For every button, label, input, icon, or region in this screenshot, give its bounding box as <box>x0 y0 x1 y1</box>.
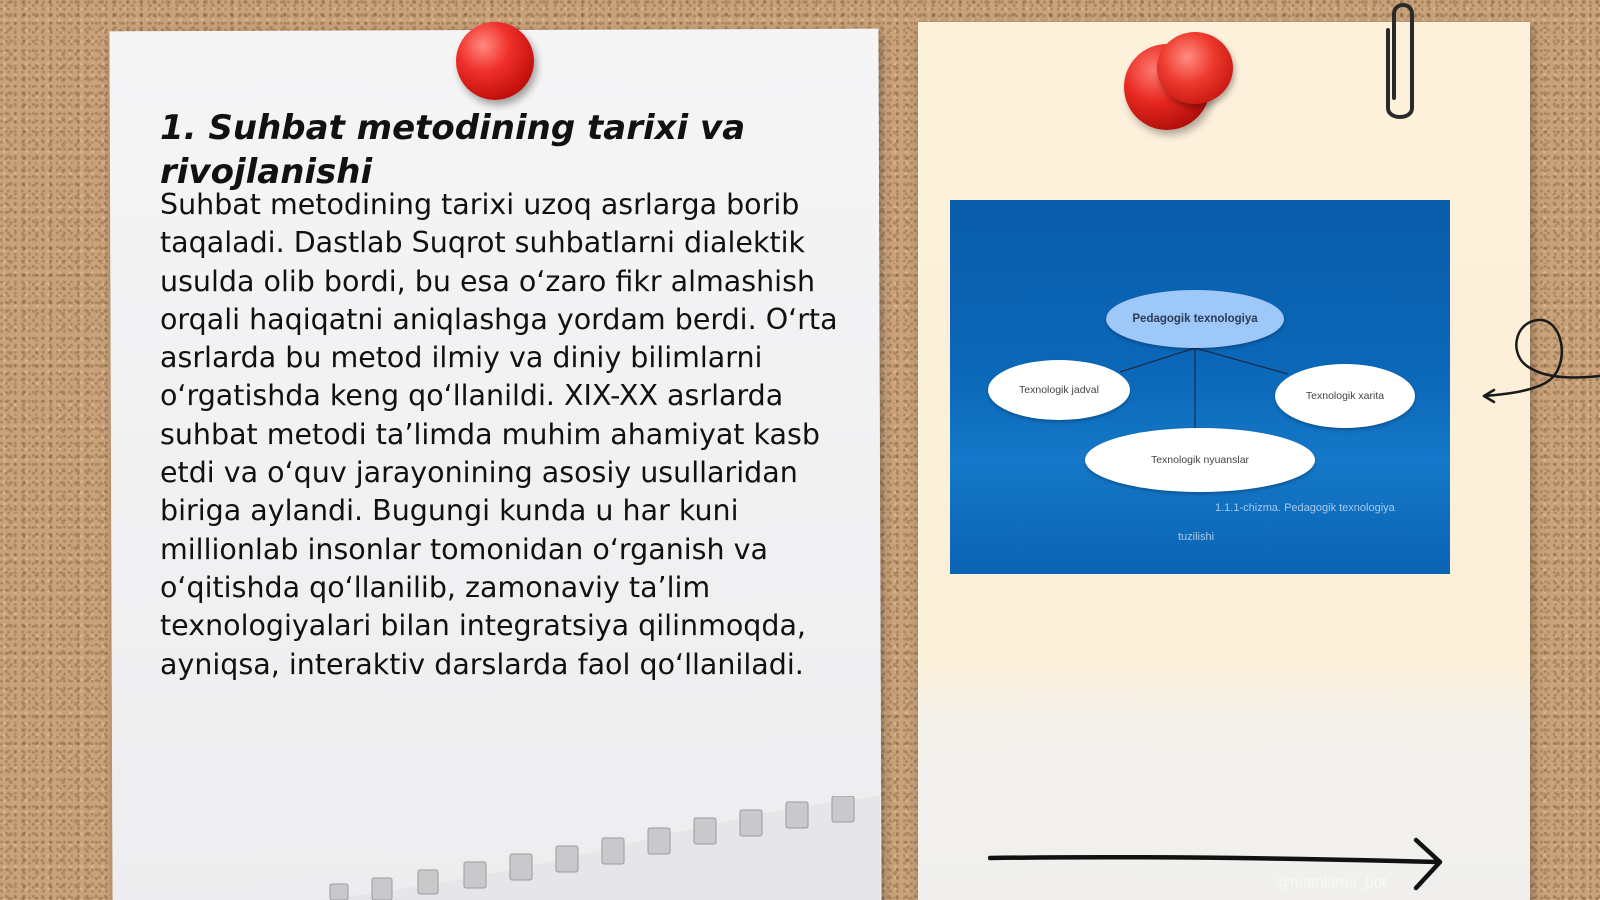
paperclip-icon <box>1378 0 1422 126</box>
diagram-caption-line2: tuzilishi <box>1178 531 1215 543</box>
slide-heading: 1. Suhbat metodining tarixi va rivojlanishi <box>160 108 746 192</box>
push-pin-icon <box>456 22 534 100</box>
diagram-caption-line1: 1.1.1-chizma. Pedagogik texnologiya <box>1215 502 1395 514</box>
push-pin-icon <box>1157 32 1233 104</box>
watermark-text: @matnlarga_bot <box>1275 874 1387 891</box>
diagram-node-center: Pedagogik texnologiya <box>1106 290 1284 348</box>
slide-paragraph: Suhbat metodining tarixi uzoq asrlarga borib taqaladi. Dastlab Suqrot suhbatlarni dialektik usulda olib bordi, bu esa oʻzaro fikr almashish orqali haqiqatni aniqlashga yordam berdi. Oʻrta asrlarda bu metod ilmiy va diniy bilimlarni oʻrgatishda keng qoʻllanildi. XIX-XX asrlarda suhbat metodi ta’limda muhim ahamiyat kasb etdi va oʻquv jarayonining asosiy usullaridan biriga aylandi. Bugungi kunda u har kuni millionlab insonlar tomonidan oʻrganish va oʻqitishda qoʻllanilib, zamonaviy ta’lim texnologiyalari bilan integratsiya qilinmoqda, ayniqsa, interaktiv darslarda faol qoʻllaniladi. <box>160 188 838 681</box>
diagram-node-left: Texnologik jadval <box>988 360 1130 420</box>
loop-doodle-decoration <box>1480 312 1600 408</box>
paper-curl-decoration <box>320 796 880 900</box>
diagram-node-bottom: Texnologik nyuanslar <box>1085 428 1315 492</box>
diagram-node-right: Texnologik xarita <box>1275 364 1415 428</box>
pedagogical-technology-diagram <box>950 200 1450 574</box>
